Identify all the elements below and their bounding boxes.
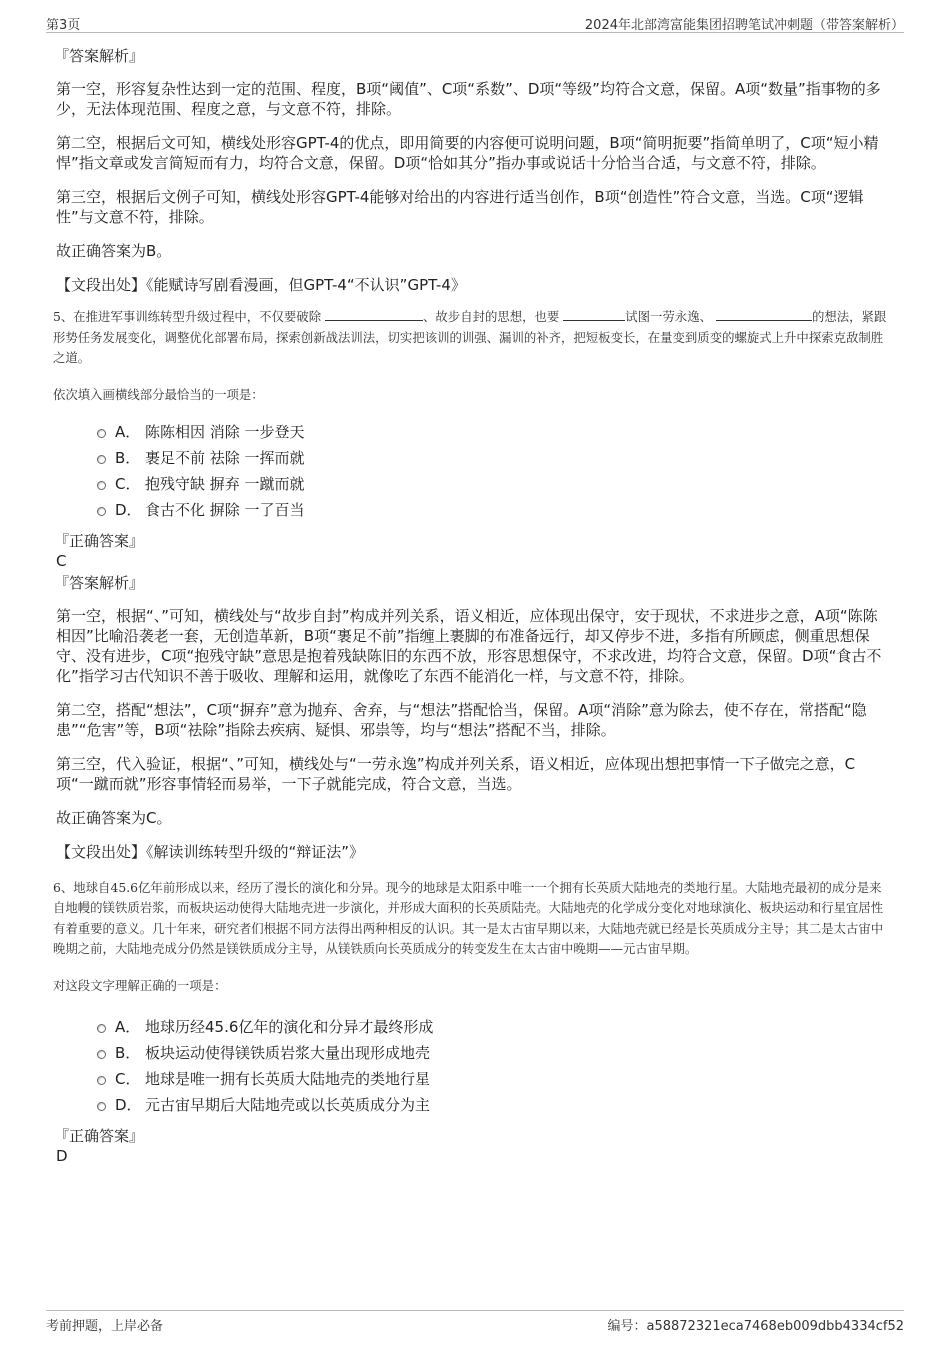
page-footer [46, 1310, 904, 1333]
q5-option-a[interactable]: A． 陈陈相因 消除 一步登天 [97, 419, 892, 445]
q5-options [97, 419, 892, 523]
q6-option-a[interactable]: A． 地球历经45.6亿年的演化和分异才最终形成 [97, 1014, 892, 1040]
q5-analysis-para-2: 第二空，搭配“想法”，C项“摒弃”意为抛弃、舍弃，与“想法”搭配恰当，保留。A项“消除”意为除去，使不存在，常搭配“隐患”“危害”等，B项“祛除”指除去疾病、疑惧、邪祟等，均与“想法”搭配不当，排除。 [56, 700, 867, 739]
q5-blank-3 [716, 307, 812, 321]
footer-slogan: 考前押题，上岸必备 [46, 1319, 164, 1334]
q5-analysis-para-1: 第一空，根据“、”可知，横线处与“故步自封”构成并列关系，语义相近，应体现出保守，安于现状，不求进步之意，A项“陈陈相因”比喻沿袭老一套，无创造革新，B项“裹足不前”指缠上裹脚的布准备远行，却又停步不进，多指有所顾虑，侧重思想保守、没有进步，C项“抱残守缺”意思是抱着残缺陈旧的东西不放，形容思想保守，不求改进，均符合文意，保留。D项“食古不化”指学习古代知识不善于吸收、理解和运用，就像吃了东西不能消化一样，与文意不符，排除。 [56, 606, 882, 685]
q6-option-d[interactable]: D． 元古宙早期后大陆地壳或以长英质成分为主 [97, 1092, 892, 1118]
radio-icon[interactable] [97, 481, 106, 490]
radio-icon[interactable] [97, 1076, 106, 1085]
q4-analysis-label: 『答案解析』 [54, 47, 145, 65]
q6-options [97, 1014, 892, 1118]
q5-source: 【文段出处】《解读训练转型升级的“辩证法”》 [56, 842, 365, 861]
radio-icon[interactable] [97, 429, 106, 438]
q5-question-text: 5、在推进军事训练转型升级过程中，不仅要破除 、故步自封的思想，也要 试图一劳永逸、 的想法，紧跟形势任务发展变化，调整优化部署布局，探索创新战法训法，切实把该训的训强、漏训的补齐，把短板变长，在量变到质变的螺旋式上升中探索克敌制胜之道。 [53, 309, 887, 365]
q5-analysis-para-3: 第三空，代入验证，根据“、”可知，横线处与“一劳永逸”构成并列关系，语义相近，应体现出想把事情一下子做完之意，C项“一蹴而就”形容事情轻而易举，一下子就能完成，符合文意，当选。 [56, 754, 856, 793]
document-body [53, 46, 892, 1179]
q5-option-b[interactable]: B． 裹足不前 祛除 一挥而就 [97, 445, 892, 471]
page-header [46, 12, 904, 33]
q6-correct-answer: D [56, 1146, 68, 1165]
q5-conclusion: 故正确答案为C。 [56, 808, 172, 827]
q6-option-c[interactable]: C． 地球是唯一拥有长英质大陆地壳的类地行星 [97, 1066, 892, 1092]
q5-blank-1 [325, 307, 423, 321]
q5-blank-2 [563, 307, 625, 321]
q4-analysis-para-2: 第二空，根据后文可知，横线处形容GPT-4的优点，即用简要的内容便可说明问题，B项“简明扼要”指简单明了，C项“短小精悍”指文章或发言简短而有力，均符合文意，保留。D项“恰如其分”指办事或说话十分恰当合适，与文意不符，排除。 [56, 134, 879, 172]
q4-source: 【文段出处】《能赋诗写剧看漫画，但GPT-4“不认识”GPT-4》 [56, 276, 466, 294]
q5-prompt: 依次填入画横线部分最恰当的一项是： [53, 386, 264, 402]
q4-analysis-para-3: 第三空，根据后文例子可知，横线处形容GPT-4能够对给出的内容进行适当创作，B项“创造性”符合文意，当选。C项“逻辑性”与文意不符，排除。 [56, 188, 864, 226]
q5-correct-label: 『正确答案』 [54, 531, 145, 550]
q6-question-text: 6、地球自45.6亿年前形成以来，经历了漫长的演化和分异。现今的地球是太阳系中唯一一个拥有长英质大陆地壳的类地行星。大陆地壳最初的成分是来自地幔的镁铁质岩浆，而板块运动使得大陆地壳进一步演化，并形成大面积的长英质陆壳。大陆地壳的化学成分变化对地球演化、板块运动和行星宜居性有着重要的意义。几十年来，研究者们根据不同方法得出两种相反的认识。其一是太古宙早期以来，大陆地壳就已经是长英质成分主导；其二是太古宙中晚期之前，大陆地壳成分仍然是镁铁质成分主导，从镁铁质向长英质成分的转变发生在太古宙中晚期——元古宙早期。 [53, 879, 884, 956]
radio-icon[interactable] [97, 455, 106, 464]
radio-icon[interactable] [97, 1050, 106, 1059]
q4-conclusion: 故正确答案为B。 [56, 242, 172, 260]
q5-option-d[interactable]: D． 食古不化 摒除 一了百当 [97, 497, 892, 523]
q6-correct-label: 『正确答案』 [54, 1126, 145, 1145]
q5-option-c[interactable]: C． 抱残守缺 摒弃 一蹴而就 [97, 471, 892, 497]
radio-icon[interactable] [97, 507, 106, 516]
q6-option-b[interactable]: B． 板块运动使得镁铁质岩浆大量出现形成地壳 [97, 1040, 892, 1066]
q5-correct-answer: C [56, 551, 67, 570]
radio-icon[interactable] [97, 1102, 106, 1111]
q5-analysis-label: 『答案解析』 [54, 573, 145, 592]
document-title: 2024年北部湾富能集团招聘笔试冲刺题（带答案解析） [584, 18, 904, 33]
radio-icon[interactable] [97, 1024, 106, 1033]
page-number: 第3页 [46, 18, 81, 33]
q4-analysis-para-1: 第一空，形容复杂性达到一定的范围、程度，B项“阈值”、C项“系数”、D项“等级”均符合文意，保留。A项“数量”指事物的多少，无法体现范围、程度之意，与文意不符，排除。 [56, 80, 881, 118]
document-id: 编号：a58872321eca7468eb009dbb4334cf52 [607, 1319, 904, 1334]
q6-prompt: 对这段文字理解正确的一项是： [53, 977, 227, 993]
